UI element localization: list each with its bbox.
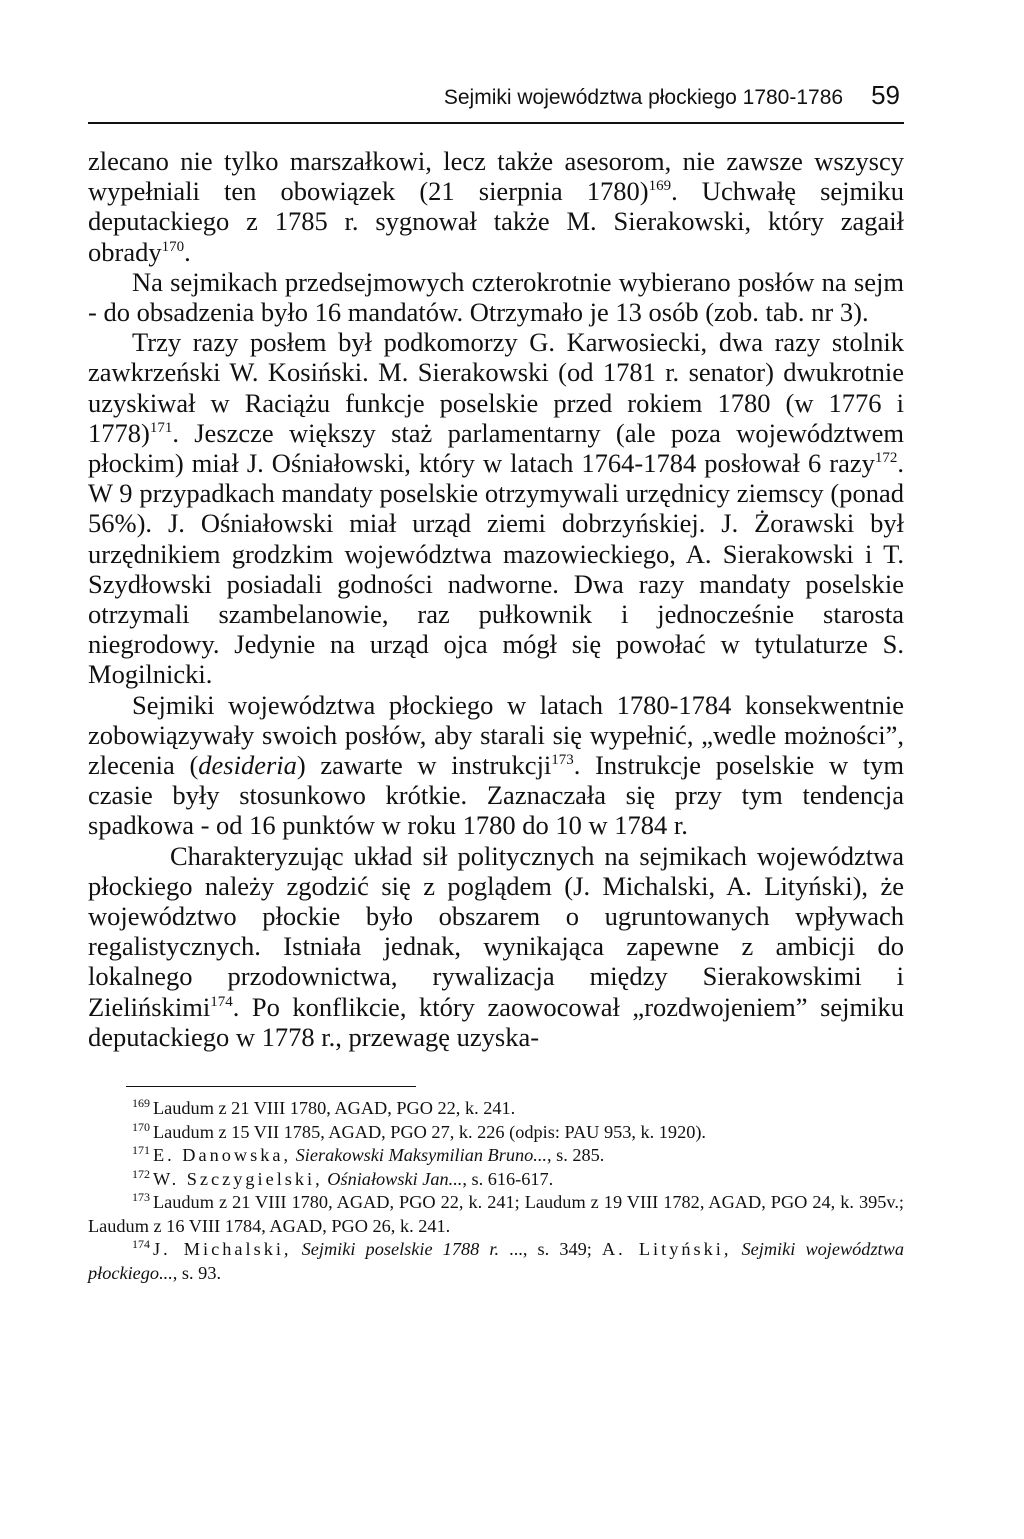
footnote-173 <box>88 1191 904 1238</box>
paragraph-1 <box>88 146 904 267</box>
paragraph-5 <box>88 841 904 1052</box>
text-run: . Instrukcje poselskie w tym czasie były stosunkowo krótkie. Zaznaczała się przy tym tendencja spadkowa - od 16 punktów w roku 1780 do 10 w 1784 r. <box>88 750 904 841</box>
text-run: Charakteryzując układ sił politycznych na sejmikach województwa płockiego należy zgodzić się z poglądem (J. Michalski, A. Lityński), że województwo płockie było obszarem o ugruntowanych wpływach regalistycznych. Istniała jednak, wynikająca zapewne z ambicji do lokalnego przodownictwa, rywalizacja między Sierakowskimi i Zielińskimi <box>88 840 904 1022</box>
text-run: zlecano nie tylko marszałkowi, lecz także asesorom, nie zawsze wszyscy wypełniali ten obowiązek (21 sierpnia 1780) <box>88 146 904 207</box>
footnote-171 <box>88 1144 904 1168</box>
footnote-title: Sejmiki województwa płockiego... <box>88 1239 904 1283</box>
book-page <box>88 80 904 1480</box>
footnote-text: , s. 93. <box>172 1262 222 1283</box>
text-run: . Uchwałę sejmiku deputackiego z 1785 r. sygnował także M. Sierakowski, który zagaił obrady <box>88 176 904 267</box>
footnote-title: Sejmiki poselskie 1788 r. <box>301 1239 500 1260</box>
footnote-ref-170[interactable]: 170 <box>161 238 185 255</box>
footnote-author: J. Michalski, <box>153 1239 292 1260</box>
footnote-number: 173 <box>132 1190 150 1204</box>
paragraph-4 <box>88 690 904 841</box>
footnote-text: Laudum z 21 VIII 1780, AGAD, PGO 22, k. 241. <box>153 1098 516 1119</box>
text-run: . Po konflikcie, który zaowocował „rozdwojeniem” sejmiku deputackiego w 1778 r., przewagę uzyska- <box>88 991 904 1052</box>
footnote-title: Sierakowski Maksymilian Bruno... <box>295 1145 547 1166</box>
text-run: . <box>184 236 191 267</box>
footnote-ref-169[interactable]: 169 <box>648 178 672 195</box>
paragraph-2 <box>88 267 904 327</box>
text-run: Sejmiki województwa płockiego w latach 1780-1784 konsekwentnie zobowiązywały swoich posłów, aby starali się wypełnić, „wedle możności”, zlecenia ( <box>88 689 904 781</box>
footnote-author: E. Danowska, <box>153 1145 292 1166</box>
footnote-number: 169 <box>132 1096 150 1110</box>
footnote-title: Ośniałowski Jan... <box>327 1168 463 1189</box>
footnote-author: W. Szczygielski, <box>153 1168 323 1189</box>
main-text <box>88 146 904 1052</box>
footnote-text: Laudum z 21 VIII 1780, AGAD, PGO 22, k. 241; Laudum z 19 VIII 1782, AGAD, PGO 24, k. 395v.; Laudum z 16 VIII 1784, AGAD, PGO 26, k. 241. <box>88 1192 904 1236</box>
footnote-separator <box>126 1086 416 1087</box>
footnote-ref-174[interactable]: 174 <box>210 993 233 1010</box>
text-run: ) zawarte w instrukcji <box>296 750 552 781</box>
footnote-number: 171 <box>132 1143 150 1157</box>
header-rule <box>88 122 904 124</box>
footnote-ref-171[interactable]: 171 <box>149 420 173 436</box>
page-number: 59 <box>871 80 900 110</box>
text-run: . W 9 przypadkach mandaty poselskie otrzymywali urzędnicy ziemscy (ponad 56%). J. Ośniałowski miał urząd ziemi dobrzyńskiej. J. Żorawski był urzędnikiem grodzkim województwa mazowieckiego, A. Sierakowski i T. Szydłowski posiadali godności nadworne. Dwa razy mandaty poselskie otrzymali szambelanowie, raz pułkownik i jednocześnie starosta niegrodowy. Jedynie na urząd ojca mógł się powołać w tytulaturze S. Mogilnicki. <box>88 448 904 690</box>
footnote-169 <box>88 1097 904 1121</box>
footnote-174 <box>88 1238 904 1285</box>
running-header <box>88 80 904 118</box>
text-run: Trzy razy posłem był podkomorzy G. Karwosiecki, dwa razy stolnik zawkrzeński W. Kosiński. M. Sierakowski (od 1781 r. senator) dwukrotnie uzyskiwał w Raciążu funkcje poselskie przed rokiem 1780 (w 1776 i 1778) <box>88 327 904 448</box>
text-run: . Jeszcze większy staż parlamentarny (ale poza województwem płockim) miał J. Ośniałowski, który w latach 1764-1784 posłował 6 razy <box>88 417 904 479</box>
footnote-170 <box>88 1121 904 1145</box>
footnote-text: , s. 616-617. <box>462 1168 554 1189</box>
footnote-text: ..., s. 349; <box>499 1239 602 1260</box>
footnote-text: Laudum z 15 VII 1785, AGAD, PGO 27, k. 226 (odpis: PAU 953, k. 1920). <box>153 1121 707 1142</box>
running-title: Sejmiki województwa płockiego 1780-1786 <box>443 86 844 109</box>
footnote-number: 174 <box>132 1237 150 1251</box>
footnote-number: 172 <box>132 1166 150 1181</box>
italic-term: desideria <box>198 750 297 781</box>
footnote-172 <box>88 1168 904 1192</box>
footnote-number: 170 <box>132 1119 150 1134</box>
text-run: Na sejmikach przedsejmowych czterokrotnie wybierano posłów na sejm - do obsadzenia było 16 mandatów. Otrzymało je 13 osób (zob. tab. nr 3). <box>88 266 904 328</box>
footnote-text: , s. 285. <box>546 1145 605 1166</box>
footnotes <box>88 1097 904 1285</box>
footnote-ref-172[interactable]: 172 <box>874 450 898 467</box>
footnote-author: A. Lityński, <box>601 1239 732 1260</box>
paragraph-3 <box>88 327 904 689</box>
footnote-ref-173[interactable]: 173 <box>551 752 574 769</box>
